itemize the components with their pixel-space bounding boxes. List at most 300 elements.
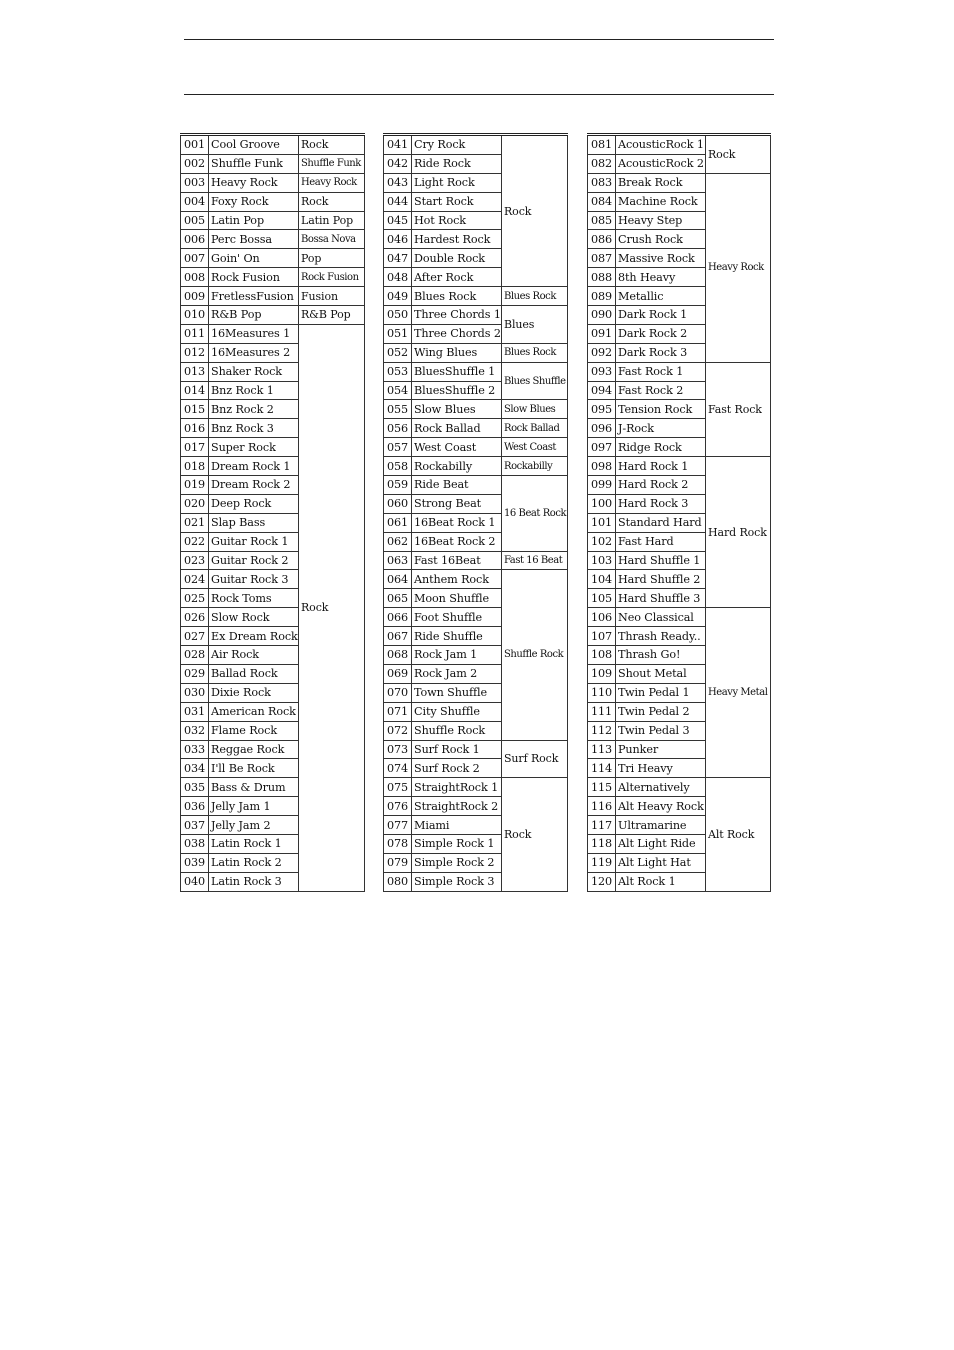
style-number: 114	[588, 759, 616, 778]
style-number: 116	[588, 797, 616, 816]
style-name: Wing Blues	[412, 343, 502, 362]
style-table-2	[383, 133, 568, 892]
style-number: 051	[384, 324, 412, 343]
style-name: Dixie Rock	[209, 683, 299, 702]
style-number: 103	[588, 551, 616, 570]
table-row	[181, 306, 365, 325]
table-row	[384, 135, 568, 155]
style-name: Hard Shuffle 3	[616, 589, 706, 608]
style-number: 094	[588, 381, 616, 400]
style-number: 099	[588, 476, 616, 495]
style-number: 091	[588, 324, 616, 343]
style-name: Dark Rock 3	[616, 343, 706, 362]
style-name: Hot Rock	[412, 211, 502, 230]
style-name: Dream Rock 2	[209, 476, 299, 495]
style-number: 041	[384, 135, 412, 155]
style-name: Ultramarine	[616, 816, 706, 835]
style-number: 105	[588, 589, 616, 608]
style-number: 039	[181, 853, 209, 872]
style-name: Heavy Rock	[209, 173, 299, 192]
style-number: 095	[588, 400, 616, 419]
style-number: 010	[181, 306, 209, 325]
style-name: Simple Rock 1	[412, 834, 502, 853]
style-number: 117	[588, 816, 616, 835]
style-name: Ballad Rock	[209, 664, 299, 683]
style-number: 097	[588, 438, 616, 457]
style-number: 038	[181, 834, 209, 853]
table-row	[588, 135, 771, 155]
style-name: Fast Rock 2	[616, 381, 706, 400]
table-row	[181, 268, 365, 287]
style-name: Goin' On	[209, 249, 299, 268]
style-name: 8th Heavy	[616, 268, 706, 287]
table-row	[181, 154, 365, 173]
style-number: 048	[384, 268, 412, 287]
style-name: Hard Shuffle 2	[616, 570, 706, 589]
style-number: 004	[181, 192, 209, 211]
style-name: Dark Rock 1	[616, 306, 706, 325]
style-category: Rock	[502, 778, 568, 891]
style-number: 059	[384, 476, 412, 495]
style-number: 118	[588, 834, 616, 853]
style-name: Simple Rock 2	[412, 853, 502, 872]
style-category: Rock	[299, 135, 365, 155]
style-number: 082	[588, 154, 616, 173]
style-number: 026	[181, 608, 209, 627]
style-name: Metallic	[616, 287, 706, 306]
style-number: 069	[384, 664, 412, 683]
style-number: 083	[588, 173, 616, 192]
style-category: Latin Pop	[299, 211, 365, 230]
style-number: 085	[588, 211, 616, 230]
style-category: Heavy Rock	[299, 173, 365, 192]
style-name: Hardest Rock	[412, 230, 502, 249]
style-number: 007	[181, 249, 209, 268]
style-number: 006	[181, 230, 209, 249]
style-name: Alt Light Ride	[616, 834, 706, 853]
style-number: 113	[588, 740, 616, 759]
style-name: Moon Shuffle	[412, 589, 502, 608]
style-name: Thrash Go!	[616, 646, 706, 665]
style-name: Cool Groove	[209, 135, 299, 155]
style-name: Machine Rock	[616, 192, 706, 211]
style-number: 046	[384, 230, 412, 249]
table-row	[588, 362, 771, 381]
table-row	[181, 324, 365, 343]
table-row	[384, 457, 568, 476]
style-name: Hard Rock 1	[616, 457, 706, 476]
style-number: 070	[384, 683, 412, 702]
style-name: Twin Pedal 1	[616, 683, 706, 702]
table-row	[384, 362, 568, 381]
table-row	[588, 608, 771, 627]
style-number: 100	[588, 494, 616, 513]
style-name: Crush Rock	[616, 230, 706, 249]
style-name: Ride Shuffle	[412, 627, 502, 646]
style-number: 022	[181, 532, 209, 551]
style-name: StraightRock 1	[412, 778, 502, 797]
table-row	[384, 400, 568, 419]
style-number: 018	[181, 457, 209, 476]
style-name: Twin Pedal 3	[616, 721, 706, 740]
style-name: Hard Shuffle 1	[616, 551, 706, 570]
style-number: 068	[384, 646, 412, 665]
style-name: Dream Rock 1	[209, 457, 299, 476]
style-category: Rock Ballad	[502, 419, 568, 438]
style-category: Surf Rock	[502, 740, 568, 778]
style-number: 087	[588, 249, 616, 268]
style-name: Twin Pedal 2	[616, 702, 706, 721]
style-number: 021	[181, 513, 209, 532]
style-category: Pop	[299, 249, 365, 268]
style-name: American Rock	[209, 702, 299, 721]
style-name: Super Rock	[209, 438, 299, 457]
style-number: 047	[384, 249, 412, 268]
style-number: 044	[384, 192, 412, 211]
style-number: 011	[181, 324, 209, 343]
style-category: Blues Shuffle	[502, 362, 568, 400]
style-name: Blues Rock	[412, 287, 502, 306]
style-name: Town Shuffle	[412, 683, 502, 702]
style-category: Rock	[706, 135, 771, 174]
table-row	[384, 476, 568, 495]
style-name: Air Rock	[209, 646, 299, 665]
style-category: Rock Fusion	[299, 268, 365, 287]
style-name: Ridge Rock	[616, 438, 706, 457]
style-number: 015	[181, 400, 209, 419]
table-row	[588, 173, 771, 192]
style-category: Hard Rock	[706, 457, 771, 608]
style-number: 019	[181, 476, 209, 495]
style-category: Blues Rock	[502, 287, 568, 306]
style-number: 101	[588, 513, 616, 532]
style-number: 016	[181, 419, 209, 438]
style-name: Thrash Ready..	[616, 627, 706, 646]
style-category: Rock	[502, 135, 568, 287]
style-name: City Shuffle	[412, 702, 502, 721]
style-category: Shuffle Rock	[502, 570, 568, 740]
style-number: 055	[384, 400, 412, 419]
style-number: 067	[384, 627, 412, 646]
style-number: 030	[181, 683, 209, 702]
style-name: 16Measures 2	[209, 343, 299, 362]
style-number: 102	[588, 532, 616, 551]
style-number: 112	[588, 721, 616, 740]
style-name: Three Chords 2	[412, 324, 502, 343]
style-number: 090	[588, 306, 616, 325]
style-number: 079	[384, 853, 412, 872]
style-name: Latin Rock 3	[209, 872, 299, 891]
style-category: Blues	[502, 306, 568, 344]
style-number: 032	[181, 721, 209, 740]
style-name: Foot Shuffle	[412, 608, 502, 627]
style-name: 16Beat Rock 1	[412, 513, 502, 532]
style-name: Jelly Jam 1	[209, 797, 299, 816]
style-name: Shout Metal	[616, 664, 706, 683]
style-name: Shuffle Funk	[209, 154, 299, 173]
style-name: Bnz Rock 3	[209, 419, 299, 438]
style-number: 024	[181, 570, 209, 589]
style-name: Jelly Jam 2	[209, 816, 299, 835]
style-name: Three Chords 1	[412, 306, 502, 325]
style-name: Fast 16Beat	[412, 551, 502, 570]
style-name: Tension Rock	[616, 400, 706, 419]
style-name: R&B Pop	[209, 306, 299, 325]
style-category: R&B Pop	[299, 306, 365, 325]
table-row	[588, 778, 771, 797]
style-number: 063	[384, 551, 412, 570]
table-row	[384, 551, 568, 570]
style-name: Perc Bossa	[209, 230, 299, 249]
style-number: 098	[588, 457, 616, 476]
style-name: 16Beat Rock 2	[412, 532, 502, 551]
style-name: Slow Blues	[412, 400, 502, 419]
style-name: Surf Rock 2	[412, 759, 502, 778]
table-row	[181, 192, 365, 211]
style-name: Latin Rock 2	[209, 853, 299, 872]
style-name: Rock Jam 2	[412, 664, 502, 683]
style-number: 092	[588, 343, 616, 362]
style-number: 027	[181, 627, 209, 646]
style-number: 107	[588, 627, 616, 646]
style-name: Rock Toms	[209, 589, 299, 608]
style-number: 035	[181, 778, 209, 797]
style-number: 005	[181, 211, 209, 230]
style-number: 081	[588, 135, 616, 155]
style-name: Reggae Rock	[209, 740, 299, 759]
table-row	[181, 211, 365, 230]
style-number: 074	[384, 759, 412, 778]
style-name: Guitar Rock 1	[209, 532, 299, 551]
table-row	[384, 740, 568, 759]
style-name: Standard Hard	[616, 513, 706, 532]
style-number: 013	[181, 362, 209, 381]
style-number: 033	[181, 740, 209, 759]
style-category: Heavy Rock	[706, 173, 771, 362]
style-number: 111	[588, 702, 616, 721]
style-number: 029	[181, 664, 209, 683]
style-name: Punker	[616, 740, 706, 759]
style-name: AcousticRock 2	[616, 154, 706, 173]
style-name: Heavy Step	[616, 211, 706, 230]
header-rule-top	[184, 39, 774, 40]
style-number: 050	[384, 306, 412, 325]
style-number: 076	[384, 797, 412, 816]
style-name: Bnz Rock 2	[209, 400, 299, 419]
table-row	[384, 570, 568, 589]
style-number: 119	[588, 853, 616, 872]
table-row	[181, 249, 365, 268]
style-category: Fast Rock	[706, 362, 771, 456]
style-number: 104	[588, 570, 616, 589]
style-number: 109	[588, 664, 616, 683]
style-number: 025	[181, 589, 209, 608]
table-row	[384, 287, 568, 306]
style-number: 054	[384, 381, 412, 400]
style-name: Bnz Rock 1	[209, 381, 299, 400]
style-category: Blues Rock	[502, 343, 568, 362]
style-name: Guitar Rock 3	[209, 570, 299, 589]
style-name: Bass & Drum	[209, 778, 299, 797]
style-name: Dark Rock 2	[616, 324, 706, 343]
style-name: Rock Ballad	[412, 419, 502, 438]
style-name: Double Rock	[412, 249, 502, 268]
style-name: Alt Light Hat	[616, 853, 706, 872]
style-name: 16Measures 1	[209, 324, 299, 343]
style-number: 120	[588, 872, 616, 891]
style-name: Rock Fusion	[209, 268, 299, 287]
style-number: 043	[384, 173, 412, 192]
style-category: Heavy Metal	[706, 608, 771, 778]
table-row	[181, 230, 365, 249]
style-category: West Coast	[502, 438, 568, 457]
table-row	[384, 306, 568, 325]
table-row	[181, 173, 365, 192]
style-name: FretlessFusion	[209, 287, 299, 306]
style-name: Cry Rock	[412, 135, 502, 155]
style-category: Bossa Nova	[299, 230, 365, 249]
style-name: Ride Rock	[412, 154, 502, 173]
style-number: 084	[588, 192, 616, 211]
table-row	[384, 438, 568, 457]
style-name: StraightRock 2	[412, 797, 502, 816]
style-number: 049	[384, 287, 412, 306]
style-number: 086	[588, 230, 616, 249]
style-number: 065	[384, 589, 412, 608]
style-number: 012	[181, 343, 209, 362]
style-name: BluesShuffle 1	[412, 362, 502, 381]
style-number: 028	[181, 646, 209, 665]
style-name: Miami	[412, 816, 502, 835]
style-number: 003	[181, 173, 209, 192]
style-name: Massive Rock	[616, 249, 706, 268]
style-name: Guitar Rock 2	[209, 551, 299, 570]
style-number: 042	[384, 154, 412, 173]
style-name: Ex Dream Rock	[209, 627, 299, 646]
table-row	[181, 135, 365, 155]
style-name: After Rock	[412, 268, 502, 287]
header-rule-bottom	[184, 94, 774, 95]
table-row	[384, 419, 568, 438]
style-number: 110	[588, 683, 616, 702]
style-name: West Coast	[412, 438, 502, 457]
style-number: 002	[181, 154, 209, 173]
style-name: J-Rock	[616, 419, 706, 438]
style-number: 031	[181, 702, 209, 721]
style-category: Shuffle Funk	[299, 154, 365, 173]
style-name: Surf Rock 1	[412, 740, 502, 759]
style-name: BluesShuffle 2	[412, 381, 502, 400]
style-number: 088	[588, 268, 616, 287]
style-name: Fast Rock 1	[616, 362, 706, 381]
style-number: 093	[588, 362, 616, 381]
style-number: 080	[384, 872, 412, 891]
style-number: 096	[588, 419, 616, 438]
style-category: Alt Rock	[706, 778, 771, 891]
style-number: 057	[384, 438, 412, 457]
style-name: Strong Beat	[412, 494, 502, 513]
style-name: Rock Jam 1	[412, 646, 502, 665]
style-name: Anthem Rock	[412, 570, 502, 589]
style-name: Ride Beat	[412, 476, 502, 495]
style-number: 009	[181, 287, 209, 306]
style-number: 014	[181, 381, 209, 400]
style-category: Rockabilly	[502, 457, 568, 476]
table-row	[384, 778, 568, 797]
style-number: 071	[384, 702, 412, 721]
style-number: 077	[384, 816, 412, 835]
style-number: 036	[181, 797, 209, 816]
style-name: Simple Rock 3	[412, 872, 502, 891]
style-name: Flame Rock	[209, 721, 299, 740]
style-category: Slow Blues	[502, 400, 568, 419]
style-category: Fast 16 Beat	[502, 551, 568, 570]
style-number: 115	[588, 778, 616, 797]
style-number: 062	[384, 532, 412, 551]
style-name: Neo Classical	[616, 608, 706, 627]
style-name: Hard Rock 2	[616, 476, 706, 495]
style-number: 053	[384, 362, 412, 381]
style-number: 045	[384, 211, 412, 230]
style-number: 072	[384, 721, 412, 740]
style-name: Fast Hard	[616, 532, 706, 551]
style-number: 075	[384, 778, 412, 797]
style-category: Rock	[299, 324, 365, 891]
style-number: 058	[384, 457, 412, 476]
style-name: Tri Heavy	[616, 759, 706, 778]
style-name: I'll Be Rock	[209, 759, 299, 778]
style-number: 001	[181, 135, 209, 155]
style-number: 056	[384, 419, 412, 438]
style-number: 106	[588, 608, 616, 627]
style-name: Shaker Rock	[209, 362, 299, 381]
style-number: 023	[181, 551, 209, 570]
style-number: 008	[181, 268, 209, 287]
style-name: Hard Rock 3	[616, 494, 706, 513]
style-name: Alternatively	[616, 778, 706, 797]
style-category: Fusion	[299, 287, 365, 306]
style-name: Start Rock	[412, 192, 502, 211]
table-row	[384, 343, 568, 362]
style-category: 16 Beat Rock	[502, 476, 568, 552]
style-category: Rock	[299, 192, 365, 211]
style-number: 066	[384, 608, 412, 627]
style-name: Latin Rock 1	[209, 834, 299, 853]
style-number: 060	[384, 494, 412, 513]
style-name: AcousticRock 1	[616, 135, 706, 155]
style-number: 108	[588, 646, 616, 665]
style-number: 073	[384, 740, 412, 759]
style-number: 037	[181, 816, 209, 835]
style-table-3	[587, 133, 771, 892]
style-name: Deep Rock	[209, 494, 299, 513]
style-name: Slow Rock	[209, 608, 299, 627]
style-name: Break Rock	[616, 173, 706, 192]
style-number: 034	[181, 759, 209, 778]
style-name: Alt Heavy Rock	[616, 797, 706, 816]
style-table-1	[180, 133, 365, 892]
style-name: Rockabilly	[412, 457, 502, 476]
style-name: Shuffle Rock	[412, 721, 502, 740]
style-number: 052	[384, 343, 412, 362]
style-number: 061	[384, 513, 412, 532]
style-number: 064	[384, 570, 412, 589]
table-row	[181, 287, 365, 306]
style-number: 078	[384, 834, 412, 853]
style-number: 017	[181, 438, 209, 457]
style-number: 089	[588, 287, 616, 306]
style-name: Slap Bass	[209, 513, 299, 532]
